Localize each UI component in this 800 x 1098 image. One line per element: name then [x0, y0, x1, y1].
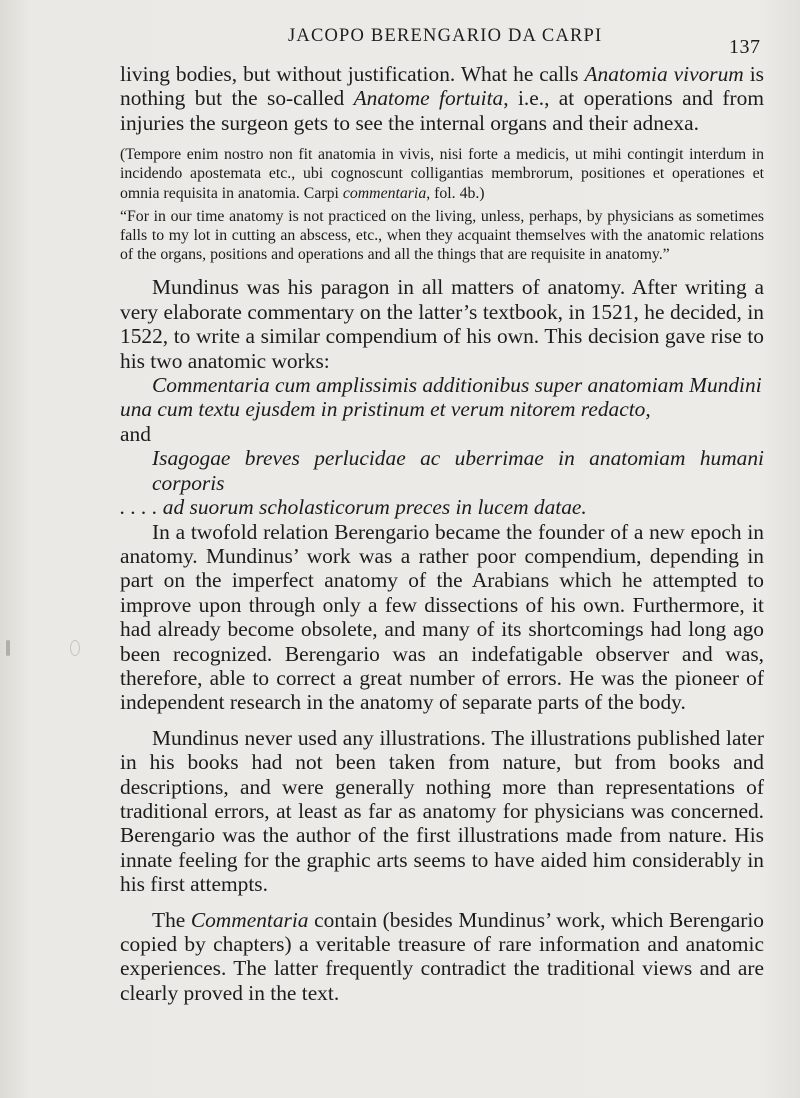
latin-quotation [120, 145, 764, 203]
work-title-line: Commentaria cum amplissimis additionibus super anatomiam Mundini [152, 373, 762, 398]
text-run: , fol. 4b.) [426, 184, 485, 202]
italic-term: Anatomia vivorum [584, 62, 744, 86]
italic-term: Commentaria [190, 907, 309, 932]
text-run: living bodies, but without justification. What he calls [120, 62, 585, 86]
paragraph-anatomia-vivorum [120, 62, 764, 135]
conjunction-and: and [120, 421, 151, 446]
text-run: , i.e., at operations and from injuries the surgeon gets to see the internal organs and their adnexa. [120, 86, 764, 135]
page-number: 137 [729, 36, 761, 58]
english-translation-quote: “For in our time anatomy is not practiced on the living, unless, perhaps, by physicians as sometimes falls to my lot in cutting an abscess, etc., when they acquaint themselves with the anatomic relations of the organs, positions and operations and all the things that are requisite in anatomy.” [120, 207, 764, 264]
paragraph-illustrations: Mundinus never used any illustrations. The illustrations published later in his books had not been taken from nature, but from books and descriptions, and were generally nothing more than representations of traditional errors, at least as far as anatomy for physicians was concerned. Berengario was the author of the first illustrations made from nature. His innate feeling for the graphic arts seems to have aided him considerably in his first attempts. [120, 725, 764, 897]
italic-term: Anatome fortuita [353, 86, 504, 111]
pencil-mark [6, 640, 10, 656]
work-title-line: una cum textu ejusdem in pristinum et verum nitorem redacto, [120, 397, 651, 422]
paragraph-mundinus-paragon: Mundinus was his paragon in all matters of anatomy. After writing a very elaborate commentary on the latter’s textbook, in 1521, he decided, in 1522, to write a similar compendium of his own. This decision gave rise to his two anatomic works: [120, 275, 764, 373]
text-run: contain (besides Mundinus’ work, which Berengario copied by chapters) a veritable treasure of rare information and anatomic experiences. The latter frequently contradict the traditional views and are clearly proved in the text. [120, 907, 764, 1005]
italic-term: commentaria [342, 184, 427, 202]
text-run: is nothing but the so-called [120, 62, 764, 111]
work-title-line: Isagogae breves perlucidae ac uberrimae in anatomiam humani corporis [152, 446, 764, 495]
work-title-line: . . . . ad suorum scholasticorum preces in lucem datae. [120, 495, 587, 520]
text-run: (Tempore enim nostro non fit anatomia in vivis, nisi forte a medicis, ut mihi contingit interdum in incidendo apostemata etc., ubi cognoscunt colligantias membrorum, positiones et operationes et omnia requisita in anatomia. Carpi [120, 146, 764, 202]
running-head: JACOPO BERENGARIO DA CARPI [288, 26, 603, 46]
text-run: The [152, 907, 191, 932]
work-title-isagogae [120, 446, 764, 519]
pencil-mark [70, 640, 80, 656]
paragraph-commentaria-contents [120, 908, 764, 1006]
paragraph-twofold-relation: In a twofold relation Berengario became the founder of a new epoch in anatomy. Mundinus’ work was a rather poor compendium, depending in part on the imperfect anatomy of the Arabians which he attempted to improve upon through only a few dissections of his own. Furthermore, it had already become obsolete, and many of its shortcomings had long ago been recognized. Berengario was an indefatigable observer and was, therefore, able to correct a great number of errors. He was the pioneer of independent research in the anatomy of separate parts of the body. [120, 519, 764, 715]
page-body [120, 62, 764, 1005]
work-title-commentaria [120, 373, 764, 422]
